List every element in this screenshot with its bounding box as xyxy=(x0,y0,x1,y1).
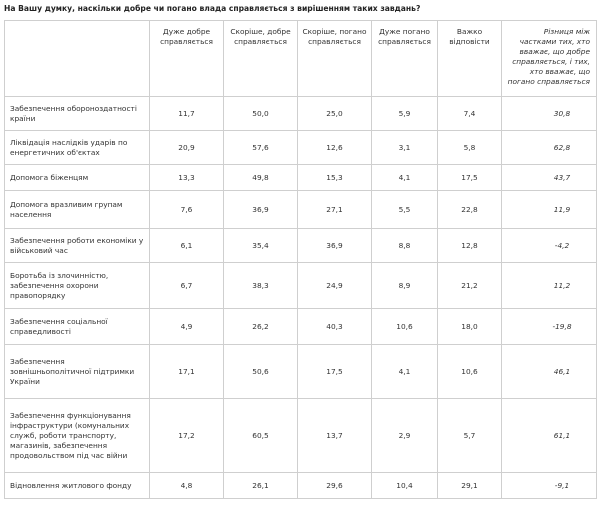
cell-hard-to-say: 7,4 xyxy=(438,97,502,131)
table-row xyxy=(5,191,597,229)
cell-very-bad: 10,4 xyxy=(372,473,438,499)
cell-rather-bad: 29,6 xyxy=(298,473,372,499)
cell-very-bad: 4,1 xyxy=(372,165,438,191)
cell-very-good: 6,1 xyxy=(150,229,224,263)
cell-very-good: 17,2 xyxy=(150,399,224,473)
cell-hard-to-say: 5,8 xyxy=(438,131,502,165)
cell-very-good: 4,9 xyxy=(150,309,224,345)
cell-difference: -9,1 xyxy=(502,473,597,499)
cell-very-bad: 8,9 xyxy=(372,263,438,309)
cell-very-bad: 5,5 xyxy=(372,191,438,229)
cell-very-bad: 3,1 xyxy=(372,131,438,165)
row-label: Боротьба із злочинністю, забезпечення охорони правопорядку xyxy=(5,263,150,309)
cell-very-good: 4,8 xyxy=(150,473,224,499)
cell-very-bad: 10,6 xyxy=(372,309,438,345)
cell-difference: 30,8 xyxy=(502,97,597,131)
table-row xyxy=(5,473,597,499)
row-label: Забезпечення обороноздатності країни xyxy=(5,97,150,131)
cell-hard-to-say: 29,1 xyxy=(438,473,502,499)
cell-very-good: 11,7 xyxy=(150,97,224,131)
cell-difference: 46,1 xyxy=(502,345,597,399)
header-rather-bad: Скоріше, погано справляється xyxy=(298,21,372,97)
table-row xyxy=(5,309,597,345)
cell-hard-to-say: 18,0 xyxy=(438,309,502,345)
cell-rather-good: 35,4 xyxy=(224,229,298,263)
cell-rather-bad: 24,9 xyxy=(298,263,372,309)
header-very-bad: Дуже погано справляється xyxy=(372,21,438,97)
row-label: Ліквідація наслідків ударів по енергетичних об'єктах xyxy=(5,131,150,165)
cell-difference: -4,2 xyxy=(502,229,597,263)
cell-hard-to-say: 21,2 xyxy=(438,263,502,309)
cell-very-good: 6,7 xyxy=(150,263,224,309)
page-title: На Вашу думку, наскільки добре чи погано влада справляється з вирішенням таких завдань? xyxy=(4,4,421,13)
cell-very-good: 7,6 xyxy=(150,191,224,229)
cell-difference: 11,9 xyxy=(502,191,597,229)
cell-rather-good: 57,6 xyxy=(224,131,298,165)
cell-very-bad: 4,1 xyxy=(372,345,438,399)
table-row xyxy=(5,399,597,473)
cell-rather-good: 26,1 xyxy=(224,473,298,499)
cell-rather-bad: 13,7 xyxy=(298,399,372,473)
cell-hard-to-say: 17,5 xyxy=(438,165,502,191)
cell-hard-to-say: 5,7 xyxy=(438,399,502,473)
cell-difference: 43,7 xyxy=(502,165,597,191)
row-label: Забезпечення соціальної справедливості xyxy=(5,309,150,345)
row-label: Відновлення житлового фонду xyxy=(5,473,150,499)
cell-rather-bad: 12,6 xyxy=(298,131,372,165)
table-row xyxy=(5,229,597,263)
cell-difference: 11,2 xyxy=(502,263,597,309)
cell-rather-good: 60,5 xyxy=(224,399,298,473)
cell-very-bad: 5,9 xyxy=(372,97,438,131)
cell-hard-to-say: 10,6 xyxy=(438,345,502,399)
cell-rather-good: 49,8 xyxy=(224,165,298,191)
header-difference: Різниця між частками тих, хто вважає, що добре справляється, і тих, хто вважає, що погано справляється xyxy=(502,21,597,97)
table-row xyxy=(5,165,597,191)
cell-very-bad: 2,9 xyxy=(372,399,438,473)
table-header-row xyxy=(5,21,597,97)
row-label: Допомога біженцям xyxy=(5,165,150,191)
table-row xyxy=(5,345,597,399)
cell-rather-good: 50,6 xyxy=(224,345,298,399)
cell-very-good: 20,9 xyxy=(150,131,224,165)
cell-rather-good: 50,0 xyxy=(224,97,298,131)
cell-rather-bad: 15,3 xyxy=(298,165,372,191)
header-empty-cell xyxy=(5,21,150,97)
row-label: Забезпечення зовнішньополітичної підтримки України xyxy=(5,345,150,399)
row-label: Забезпечення функціонування інфраструктури (комунальних служб, роботи транспорту, магазинів, забезпечення продовольством під час війни xyxy=(5,399,150,473)
cell-very-good: 17,1 xyxy=(150,345,224,399)
cell-difference: 61,1 xyxy=(502,399,597,473)
cell-very-good: 13,3 xyxy=(150,165,224,191)
cell-difference: 62,8 xyxy=(502,131,597,165)
header-hard-to-say: Важко відповісти xyxy=(438,21,502,97)
table-row xyxy=(5,97,597,131)
header-rather-good: Скоріше, добре справляється xyxy=(224,21,298,97)
cell-rather-bad: 17,5 xyxy=(298,345,372,399)
cell-hard-to-say: 12,8 xyxy=(438,229,502,263)
cell-rather-good: 26,2 xyxy=(224,309,298,345)
survey-table xyxy=(4,20,597,499)
cell-rather-bad: 36,9 xyxy=(298,229,372,263)
header-very-good: Дуже добре справляється xyxy=(150,21,224,97)
row-label: Допомога вразливим групам населення xyxy=(5,191,150,229)
cell-hard-to-say: 22,8 xyxy=(438,191,502,229)
cell-rather-bad: 27,1 xyxy=(298,191,372,229)
row-label: Забезпечення роботи економіки у військовий час xyxy=(5,229,150,263)
cell-rather-bad: 25,0 xyxy=(298,97,372,131)
cell-very-bad: 8,8 xyxy=(372,229,438,263)
table-row xyxy=(5,131,597,165)
table-row xyxy=(5,263,597,309)
cell-rather-bad: 40,3 xyxy=(298,309,372,345)
cell-difference: -19,8 xyxy=(502,309,597,345)
cell-rather-good: 38,3 xyxy=(224,263,298,309)
cell-rather-good: 36,9 xyxy=(224,191,298,229)
